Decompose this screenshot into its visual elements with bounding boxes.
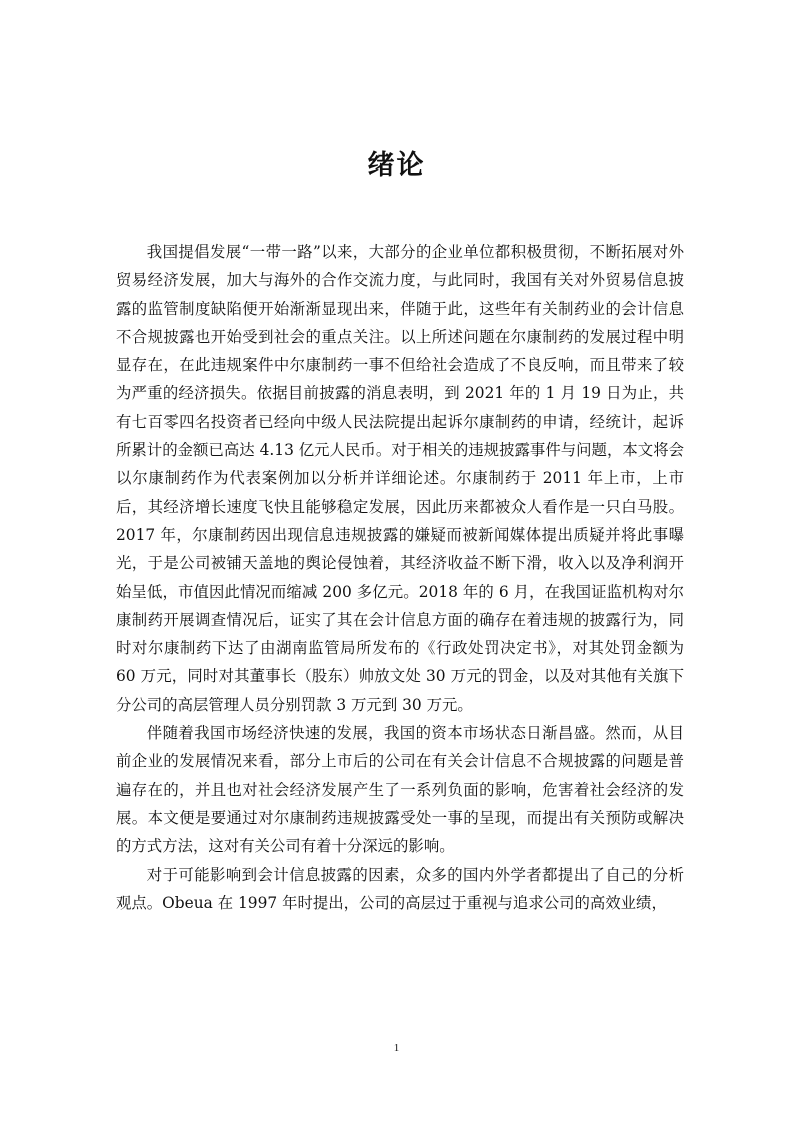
paragraph-2: 伴随着我国市场经济快速的发展，我国的资本市场状态日渐昌盛。然而，从目前企业的发展情况来看，部分上市后的公司在有关会计信息不合规披露的问题是普遍存在的，并且也对社会经济发展产生了一系列负面的影响，危害着社会经济的发展。本文便是要通过对尔康制药违规披露受处一事的呈现，而提出有关预防或解决的方式方法，这对有关公司有着十分深远的影响。 [116,724,684,856]
page-number: 1 [393,1042,400,1054]
body-text [116,238,684,917]
chapter-title: 绪论 [367,150,426,181]
paragraph-3: 对于可能影响到会计信息披露的因素，众多的国内外学者都提出了自己的分析观点。Obeua 在 1997 年时提出，公司的高层过于重视与追求公司的高效业绩， [116,865,684,912]
paragraph-1: 我国提倡发展“一带一路”以来，大部分的企业单位都积极贯彻，不断拓展对外贸易经济发展，加大与海外的合作交流力度，与此同时，我国有关对外贸易信息披露的监管制度缺陷便开始渐渐显现出来，伴随于此，这些年有关制药业的会计信息不合规披露也开始受到社会的重点关注。以上所述问题在尔康制药的发展过程中明显存在，在此违规案件中尔康制药一事不但给社会造成了不良反响，而且带来了较为严重的经济损失。依据目前披露的消息表明，到 2021 年的 1 月 19 日为止，共有七百零四名投资者已经向中级人民法院提出起诉尔康制药的申请，经统计，起诉所累计的金额已高达 4.13 亿元人民币。对于相关的违规披露事件与问题，本文将会以尔康制药作为代表案例加以分析并详细论述。尔康制药于 2011 年上市，上市后，其经济增长速度飞快且能够稳定发展，因此历来都被众人看作是一只白马股。2017 年，尔康制药因出现信息违规披露的嫌疑而被新闻媒体提出质疑并将此事曝光，于是公司被铺天盖地的舆论侵蚀着，其经济收益不断下滑，收入以及净利润开始呈低，市值因此情况而缩减 200 多亿元。2018 年的 6 月，在我国证监机构对尔康制药开展调查情况后，证实了其在会计信息方面的确存在着违规的披露行为，同时对尔康制药下达了由湖南监管局所发布的《行政处罚决定书》，对其处罚金额为 60 万元，同时对其董事长（股东）帅放文处 30 万元的罚金，以及对其他有关旗下分公司的高层管理人员分别罚款 3 万元到 30 万元。 [116,243,684,714]
